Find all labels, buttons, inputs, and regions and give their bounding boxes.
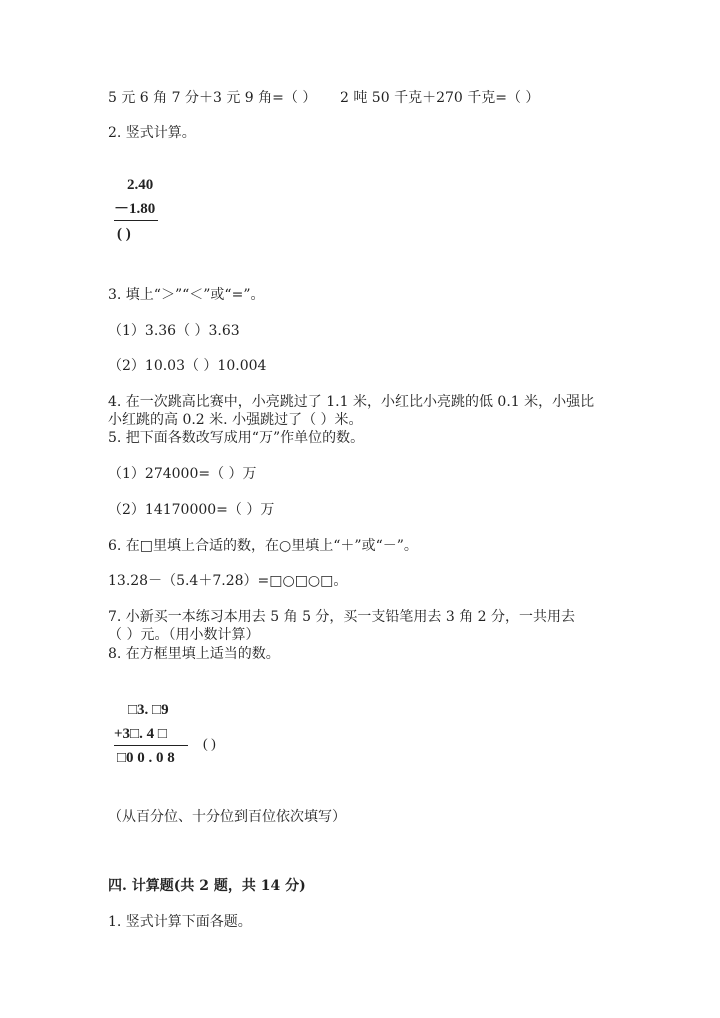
q4-line-2: 小红跳的高 0.2 米. 小强跳过了（ ）米。: [108, 412, 363, 428]
q3-item-1: （1）3.36（ ）3.63: [108, 323, 240, 339]
q1-expression-b: 2 吨 50 千克＋270 千克=（ ）: [340, 90, 540, 106]
q8-note: （从百分位、十分位到百位依次填写）: [108, 809, 346, 825]
section-4-title: 四. 计算题(共 2 题，共 14 分): [108, 878, 306, 894]
q4-line-1: 4. 在一次跳高比赛中，小亮跳过了 1.1 米，小红比小亮跳的低 0.1 米，小强比: [108, 394, 595, 410]
q1-expression-a: 5 元 6 角 7 分＋3 元 9 角=（ ）: [108, 90, 317, 106]
q3-item-2: （2）10.03（ ）10.004: [108, 358, 267, 374]
q7-line-1: 7. 小新买一本练习本用去 5 角 5 分，买一支铅笔用去 3 角 2 分，一共用去: [108, 609, 576, 625]
q5-item-2: （2）14170000=（ ）万: [108, 502, 275, 518]
q7-line-2: （ ）元。（用小数计算）: [108, 627, 260, 643]
sub-top-number: 2.40: [127, 177, 154, 193]
add-top-number: □3. □9: [128, 702, 169, 718]
q6-title: 6. 在□里填上合适的数，在○里填上“＋”或“－”。: [108, 538, 418, 554]
sub-bottom-number: －1.80: [114, 201, 156, 217]
add-rule: [114, 745, 188, 746]
q5-item-1: （1）274000=（ ）万: [108, 466, 257, 482]
sub-answer-blank: ( ): [117, 226, 131, 242]
sub-rule: [114, 220, 158, 221]
q3-title: 3. 填上“＞”“＜”或“=”。: [108, 287, 265, 303]
section-4-question-1: 1. 竖式计算下面各题。: [108, 914, 252, 930]
q6-expression: 13.28－（5.4＋7.28）=□○□○□。: [108, 573, 348, 589]
add-answer-blank: ( ): [203, 737, 216, 752]
q8-title: 8. 在方框里填上适当的数。: [108, 646, 280, 662]
q5-title: 5. 把下面各数改写成用“万”作单位的数。: [108, 430, 365, 446]
add-bottom-number: +3□. 4 □: [114, 726, 167, 742]
add-result-number: □0 0 . 0 8: [117, 750, 175, 766]
q2-title: 2. 竖式计算。: [108, 125, 196, 141]
